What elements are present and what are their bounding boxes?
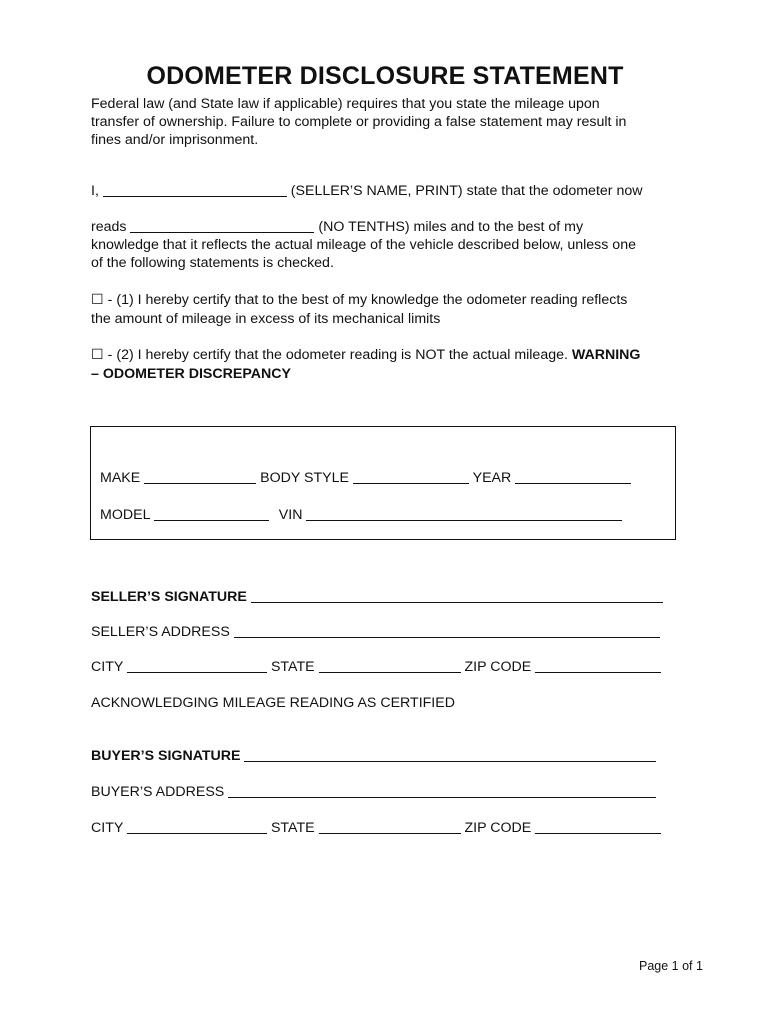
document-title: ODOMETER DISCLOSURE STATEMENT [146,62,624,90]
seller-city-label: CITY [91,659,124,675]
buyer-signature-row [91,747,656,765]
statement-1-line-2: the amount of mileage in excess of its mechanical limits [91,311,441,327]
vin-label: VIN [278,507,303,523]
seller-address-row [91,623,660,641]
reads-suffix: (NO TENTHS) miles and to the best of my [318,219,584,235]
statement-2-line-1 [91,346,640,364]
seller-zip-label: ZIP CODE [464,659,532,675]
seller-signature-field[interactable] [251,588,663,603]
seller-name-line [91,182,642,200]
seller-name-field[interactable] [103,182,287,197]
buyer-zip-field[interactable] [535,819,661,834]
buyer-city-label: CITY [91,820,124,836]
vehicle-row-2 [100,506,622,524]
statement-2-checkbox[interactable]: ☐ [91,347,104,363]
intro-line-2: transfer of ownership. Failure to complete or providing a false statement may result in [91,114,627,130]
buyer-city-row [91,819,661,837]
statement-1-line-1 [91,291,627,309]
body-style-label: BODY STYLE [260,470,349,486]
buyer-state-field[interactable] [319,819,461,834]
odometer-discrepancy-label: – ODOMETER DISCREPANCY [91,366,291,382]
year-field[interactable] [515,469,631,484]
buyer-state-label: STATE [270,820,315,836]
intro-line-3: fines and/or imprisonment. [91,132,259,148]
seller-name-prefix: I, [91,183,99,199]
seller-address-field[interactable] [234,623,660,638]
page-number: Page 1 of 1 [639,959,703,973]
buyer-address-label: BUYER’S ADDRESS [91,784,225,800]
model-label: MODEL [100,507,150,523]
statement-2-text: - (2) I hereby certify that the odometer reading is NOT the actual mileage. [103,347,572,363]
year-label: YEAR [472,470,512,486]
make-field[interactable] [144,469,256,484]
seller-city-field[interactable] [127,658,267,673]
odometer-reading-line [91,218,583,236]
intro-line-1: Federal law (and State law if applicable) requires that you state the mileage upon [91,96,600,112]
odometer-reading-field[interactable] [130,218,314,233]
buyer-address-field[interactable] [228,783,656,798]
vin-field[interactable] [306,506,622,521]
warning-label: WARNING [571,347,641,363]
buyer-signature-label: BUYER’S SIGNATURE [91,748,241,764]
seller-state-field[interactable] [319,658,461,673]
model-field[interactable] [154,506,269,521]
seller-signature-row [91,588,663,606]
buyer-signature-field[interactable] [244,747,656,762]
vehicle-row-1 [100,469,631,487]
seller-name-suffix: (SELLER’S NAME, PRINT) state that the odometer now [290,183,643,199]
seller-zip-field[interactable] [535,658,661,673]
reads-prefix: reads [91,219,127,235]
seller-state-label: STATE [270,659,315,675]
buyer-zip-label: ZIP CODE [464,820,532,836]
body-style-field[interactable] [353,469,469,484]
knowledge-line-1: knowledge that it reflects the actual mileage of the vehicle described below, unless one [91,237,636,253]
statement-1-text: - (1) I hereby certify that to the best of my knowledge the odometer reading reflects [103,292,628,308]
buyer-address-row [91,783,656,801]
seller-signature-label: SELLER’S SIGNATURE [91,589,247,605]
knowledge-line-2: of the following statements is checked. [91,255,334,271]
seller-address-label: SELLER’S ADDRESS [91,624,230,640]
seller-city-row [91,658,661,676]
acknowledging-label: ACKNOWLEDGING MILEAGE READING AS CERTIFIED [91,695,455,711]
buyer-city-field[interactable] [127,819,267,834]
statement-1-checkbox[interactable]: ☐ [91,292,104,308]
make-label: MAKE [100,470,141,486]
